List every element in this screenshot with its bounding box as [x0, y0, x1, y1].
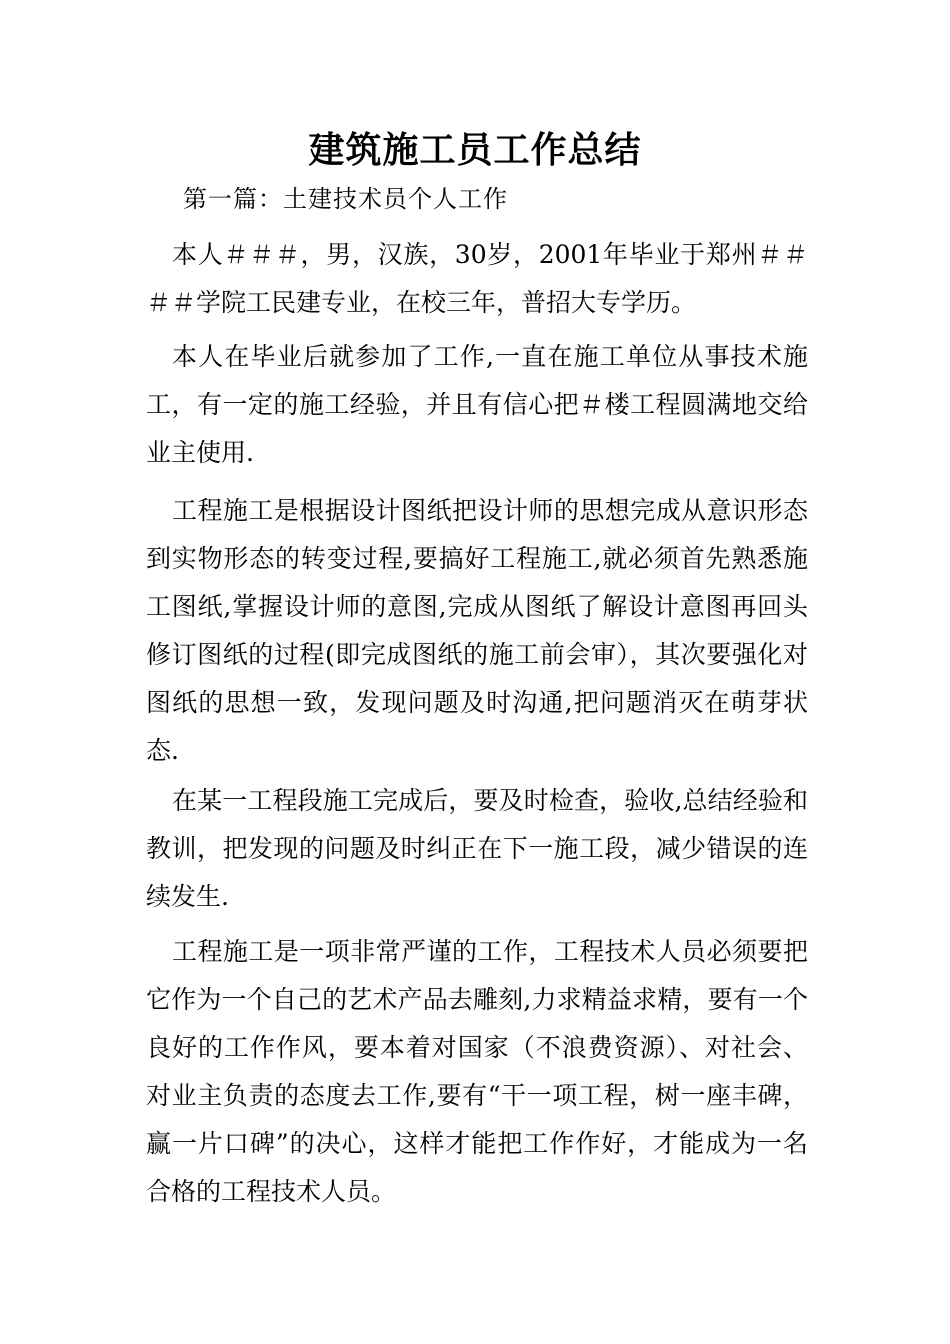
paragraph-4: 在某一工程段施工完成后，要及时检查，验收,总结经验和教训，把发现的问题及时纠正在下一施工段，减少错误的连续发生. [146, 786, 808, 911]
paragraph-2: 本人在毕业后就参加了工作,一直在施工单位从事技术施工，有一定的施工经验，并且有信心把＃楼工程圆满地交给业主使用. [146, 342, 808, 467]
section-heading: 第一篇：土建技术员个人工作 [183, 185, 508, 213]
paragraph-5: 工程施工是一项非常严谨的工作，工程技术人员必须要把它作为一个自己的艺术产品去雕刻,力求精益求精，要有一个良好的工作作风，要本着对国家（不浪费资源）、对社会、对业主负责的态度去工作,要有“干一项工程，树一座丰碑，赢一片口碑”的决心，这样才能把工作作好，才能成为一名合格的工程技术人员。 [146, 937, 808, 1206]
document-title: 建筑施工员工作总结 [308, 129, 642, 171]
paragraph-1: 本人＃＃＃，男，汉族，30岁，2001年毕业于郑州＃＃＃＃学院工民建专业，在校三年，普招大专学历。 [146, 240, 808, 317]
paragraph-3: 工程施工是根据设计图纸把设计师的思想完成从意识形态到实物形态的转变过程,要搞好工程施工,就必须首先熟悉施工图纸,掌握设计师的意图,完成从图纸了解设计意图再回头修订图纸的过程(即完成图纸的施工前会审），其次要强化对图纸的思想一致，发现问题及时沟通,把问题消灭在萌芽状态. [146, 496, 808, 765]
